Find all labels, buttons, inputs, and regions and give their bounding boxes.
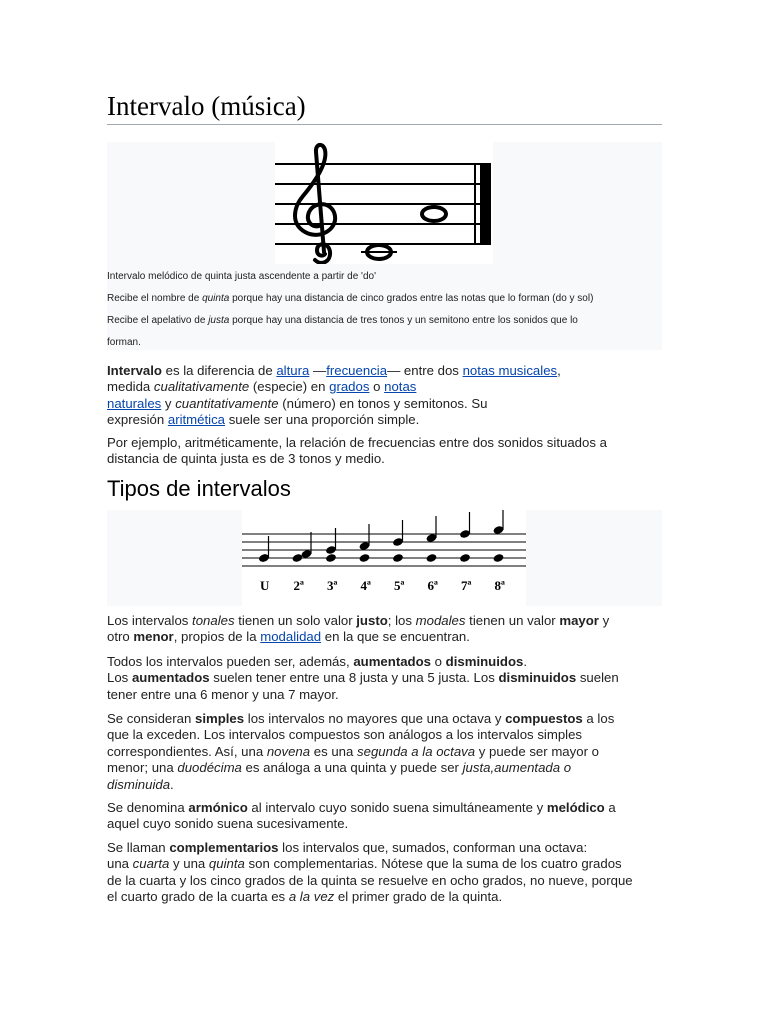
staff-image [275,142,493,264]
link-altura[interactable]: altura [276,363,310,378]
note-lower [325,553,337,563]
figure-quinta-justa [107,142,662,350]
example-paragraph: Por ejemplo, aritméticamente, la relación de frecuencias entre dos sonidos situados a distancia de quinta justa es de 3 tonos y medio. [107,435,607,467]
page-title: Intervalo (música) [107,92,662,125]
paragraph-aumentados: Todos los intervalos pueden ser, además, aumentados o disminuidos. Los aumentados suelen tener entre una 8 justa y una 5 justa. Los disminuidos suelen tener entre una 6 menor y una 7 mayor. [107,654,619,702]
interval-label: 2ª [293,578,304,593]
paragraph-simples: Se consideran simples los intervalos no mayores que una octava y compuestos a los que la exceden. Los intervalos compuestos son análogos a los intervalos simples correspondientes. Así, una novena es una segunda a la octava y puede ser mayor o menor; una duodécima es análoga a una quinta y puede ser justa,aumentada o disminuida. [107,711,615,792]
interval-label: 7ª [461,578,472,593]
link-aritmetica[interactable]: aritmética [167,412,226,428]
note-lower [359,553,371,563]
figure-caption-1: Intervalo melódico de quinta justa ascendente a partir de 'do' [107,271,376,282]
interval-label: 6ª [427,578,438,593]
figure-caption-3: Recibe el apelativo de justa porque hay una distancia de tres tonos y un semitono entre los sonidos que lo [107,315,578,326]
section-title: Tipos de intervalos [107,476,291,501]
figure-caption-3-cont: forman. [107,337,141,348]
intervals-image [242,510,526,606]
note-lower [459,553,471,563]
figure-intervalos [107,510,662,606]
music-staff-quinta [275,142,493,264]
paragraph-armonico: Se denomina armónico al intervalo cuyo sonido suena simultáneamente y melódico a aquel cuyo sonido suena sucesivamente. [107,800,616,832]
music-staff-intervalos [242,510,526,606]
link-modalidad[interactable]: modalidad [260,629,322,645]
intro-paragraph: Intervalo es la diferencia de altura —frecuencia— entre dos notas musicales, medida cualitativamente (especie) en grados o notas naturales y cuantitativamente (número) en tonos y semitonos. Su expresión aritmética suele ser una proporción simple. [107,363,561,428]
note-lower [292,553,304,563]
interval-label: 8ª [494,578,505,593]
note-lower [493,553,505,563]
interval-label: 5ª [394,578,405,593]
paragraph-tonales: Los intervalos tonales tienen un solo valor justo; los modales tienen un valor mayor y otro menor, propios de la modalidad en la que se encuentran. [107,613,610,645]
note-lower [426,553,438,563]
link-naturales[interactable]: naturales [107,395,162,411]
link-notas-naturales[interactable]: notas [384,379,417,395]
link-grados[interactable]: grados [329,379,370,395]
link-notas-musicales[interactable]: notas musicales [462,363,558,378]
interval-label: 3ª [327,578,338,593]
interval-label: U [260,578,270,593]
interval-label: 4ª [360,578,371,593]
note-lower [392,553,404,563]
link-frecuencia[interactable]: frecuencia [326,363,388,378]
figure-caption-2: Recibe el nombre de quinta porque hay una distancia de cinco grados entre las notas que lo forman (do y sol) [107,293,594,304]
paragraph-complementarios: Se llaman complementarios los intervalos que, sumados, conforman una octava: una cuarta y una quinta son complementarias. Nótese que la suma de los cuatro grados de la cuarta y los cinco grados de la quinta se resuelve en ocho grados, no nueve, porque el cuarto grado de la cuarta es a la vez el primer grado de la quinta. [107,840,633,905]
